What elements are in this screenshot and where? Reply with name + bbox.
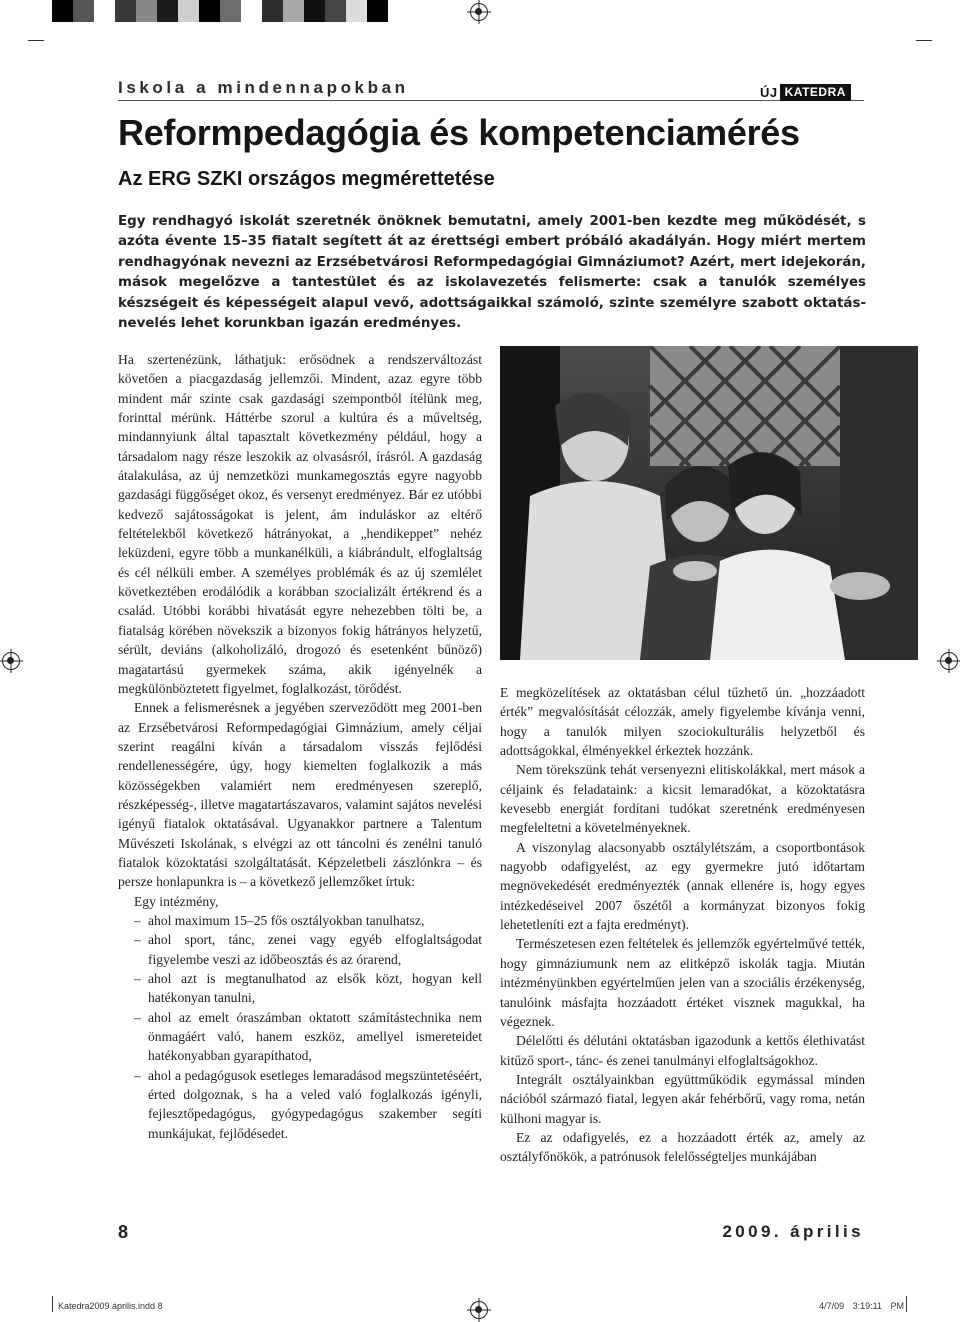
- section-title: Iskola a mindennapokban: [118, 78, 409, 97]
- print-slug-file: Katedra2009 április.indd 8: [58, 1301, 163, 1311]
- paragraph: E megközelítések az oktatásban célul tűzhető ún. „hozzáadott érték” megvalósítását célozzák, amely figyelembe kívánja venni, hogy a tanulók milyen szociokulturális helyzetből és adottságokkal, élményekkel érkeztek hozzánk.: [500, 685, 865, 759]
- color-swatch: [346, 0, 367, 22]
- crop-mark: [906, 1296, 907, 1312]
- list-intro: Egy intézmény,: [134, 893, 219, 909]
- crop-mark: [916, 40, 932, 41]
- crop-mark: [28, 40, 44, 41]
- color-swatch: [94, 0, 115, 22]
- issue-date: 2009. április: [722, 1222, 864, 1241]
- color-swatch: [115, 0, 136, 22]
- magazine-logo: [760, 84, 851, 101]
- logo-name: KATEDRA: [780, 84, 851, 101]
- paragraph: Ez az odafigyelés, ez a hozzáadott érték az, amely az osztályfőnökök, a patrónusok felelősségteljes munkájában: [500, 1129, 865, 1165]
- color-swatch: [199, 0, 220, 22]
- registration-mark-left: [2, 652, 20, 670]
- paragraph: A viszonylag alacsonyabb osztálylétszám, a csoportbontások nagyobb odafigyelést, az egy gyermekre jutó időtartam megnövekedését eredményezték (annak ellenére is, hogy egyes intézkedéseivel 2007 őszétől a kormányzat bizonyos fokig lehetetleníti ezt a fajta eredményt).: [500, 839, 865, 933]
- paragraph: Integrált osztályainkban együttműködik egymással minden nációból származó fiatal, legyen akár fehérbőrű, vagy roma, netán külhoni magyar is.: [500, 1071, 865, 1126]
- list-item: – ahol maximum 15–25 fős osztályokban tanulhatsz,: [134, 911, 482, 930]
- paragraph: Nem törekszünk tehát versenyezni elitiskolákkal, mert mások a céljaink és feladataink: a kicsit lemaradókat, a közoktatásra kevesebb energiát fordítani tudókat szeretnénk eredményesen megfeleltetni a követelményeknek.: [500, 762, 865, 836]
- article-subtitle: Az ERG SZKI országos megmérettetése: [118, 168, 495, 190]
- color-swatch: [73, 0, 94, 22]
- color-swatch: [241, 0, 262, 22]
- paragraph: Természetesen ezen feltételek és jellemzők egyértelművé tették, hogy gimnáziumunk nem az elitképző iskolák tagja. Miután intézményünkben egyértelműen jelen van a szociális érzékenység, tanulóink másfajta hozzáadott értéket visznek magukkal, ha végeznek.: [500, 936, 865, 1029]
- paragraph: Ha szertenézünk, láthatjuk: erősödnek a rendszerváltozást követően a piacgazdaság jellemzői. Mindent, azaz egyre több mindent már szinte csak gazdasági szempontból ítélünk meg, forinttal mérünk. Háttérbe szorul a kultúra és a műveltség, mindannyiunk által tapasztalt következmény például, hogy a társadalom nagy része leszokik az olvasásról, írásról. A gazdaság átalakulása, az új nemzetközi munkamegosztás egyre nagyobb gazdasági függőséget okoz, és versenyt eredményez. Bár ez utóbbi kedvező sajátosságokat is jelent, ám induláskor az eltérő feltételekből következő hátrányokat, a „hendikeppet” nehéz leküzdeni, egyre több a munkanélküli, a kiábrándult, elfoglaltság és cél nélküli ember. A személyes problémák és az új szemlélet következtében erodálódik a korábban szocializált értékrend és a család. Utóbbi korábbi hivatását egyre nehezebben tölti be, a fiatalság körében növekszik a bizonyos fokig hátrányos helyzetű, sérült, deviáns (alkoholizáló, drogozó és esetenként bűnöző) magatartású gyermekek száma, akik igényelnék a megkülönböztetett figyelmet, foglalkozást, törődést.: [118, 352, 482, 696]
- print-color-bar: [52, 0, 388, 22]
- feature-list: [118, 911, 482, 1143]
- color-swatch: [178, 0, 199, 22]
- text-column-right: [500, 683, 865, 1167]
- color-swatch: [325, 0, 346, 22]
- color-swatch: [157, 0, 178, 22]
- list-item: – ahol a pedagógusok esetleges lemaradásod megszüntetéséért, érted dolgoznak, s ha a veled való foglalkozás igényli, fejlesztőpedagógus, gyógypedagógus szakember segíti munkájukat, fejlődésedet.: [134, 1066, 482, 1143]
- list-item: – ahol az emelt óraszámban oktatott számítástechnika nem önmagáért való, hanem eszköz, amellyel ismereteidet hatékonyabban gyarapíthatod,: [134, 1008, 482, 1066]
- page-number: 8: [118, 1222, 129, 1242]
- article-lead: Egy rendhagyó iskolát szeretnék önöknek bemutatni, amely 2001-ben kezdte meg működését, s azóta évente 15–35 fiatalt segített át az érettségi embert próbáló akadályán. Hogy miért mertem rendhagyónak nevezni az Erzsébetvárosi Reformpedagógiai Gimnáziumot? Azért, mert idejekorán, mások megelőzve a tantestület és az iskolavezetés felismerte: csak a tanulók személyes készségeit és képességeit alapul vevő, adottságaikkal számoló, szinte személyre szabott oktatás-nevelés lehet korunkban igazán eredményes.: [118, 214, 866, 332]
- color-swatch: [304, 0, 325, 22]
- color-swatch: [367, 0, 388, 22]
- color-swatch: [52, 0, 73, 22]
- list-item: – ahol azt is megtanulhatod az elsők közt, hogyan kell hatékonyan tanulni,: [134, 969, 482, 1008]
- header-rule: [118, 100, 864, 101]
- photo-illustration: [500, 346, 918, 660]
- registration-mark-top: [470, 3, 488, 21]
- article-title: Reformpedagógia és kompetenciamérés: [118, 112, 800, 153]
- crop-mark: [52, 1296, 53, 1312]
- article-photo: [500, 346, 918, 660]
- list-item: – ahol sport, tánc, zenei vagy egyéb elfoglaltságodat figyelembe veszi az időbeosztás és az órarend,: [134, 930, 482, 969]
- paragraph: Ennek a felismerésnek a jegyében szerveződött meg 2001-ben az Erzsébetvárosi Reformpedagógiai Gimnázium, amely céljai szerint reagálni kíván a társadalom visszás fejlődési rendellenességére, úgy, hogy kiemelten foglalkozik a más közösségekben valamiért nem eredményesen szereplő, részképesség-, illetve magatartászavaros, valamint sajátos nevelési igényű fiatalok oktatásával. Ugyanakkor partnere a Talentum Művészeti Iskolának, s elvégzi az ott táncolni és zenélni tanuló fiatalok közoktatási szolgáltatását. Képzeletbeli zászlónkra – és persze honlapunkra is – a következő jellemzőket írtuk:: [118, 700, 482, 890]
- paragraph: Délelőtti és délutáni oktatásban igazodunk a kettős élethivatást kitűző sport-, tánc- és zenei tanulmányi elfoglaltságokhoz.: [500, 1033, 865, 1068]
- color-swatch: [262, 0, 283, 22]
- registration-mark-right: [940, 652, 958, 670]
- color-swatch: [283, 0, 304, 22]
- registration-mark-bottom: [470, 1301, 488, 1319]
- color-swatch: [136, 0, 157, 22]
- logo-prefix: ÚJ: [760, 85, 778, 100]
- color-swatch: [220, 0, 241, 22]
- print-slug-timestamp: 4/7/09 3:19:11 PM: [819, 1301, 904, 1311]
- text-column-left: [118, 350, 482, 1143]
